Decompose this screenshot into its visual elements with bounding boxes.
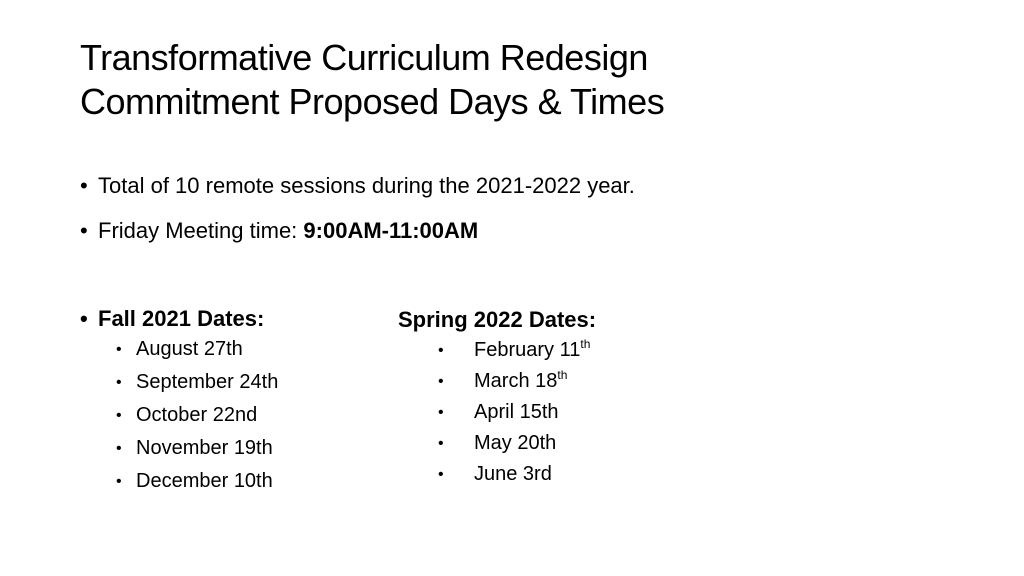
bullet-icon: • [80, 306, 88, 331]
list-item [398, 400, 596, 425]
ordinal-suffix: th [557, 368, 568, 382]
fall-dates-list [80, 337, 278, 494]
list-item [398, 431, 596, 456]
spring-date: June 3rd [474, 463, 552, 485]
bullet-icon: • [438, 373, 444, 390]
spring-date: May 20th [474, 432, 557, 454]
summary-bullets [80, 172, 635, 262]
ordinal-suffix: th [580, 337, 591, 351]
spring-date: April 15th [474, 401, 559, 423]
bullet-icon: • [438, 466, 444, 483]
spring-date: February 11 [474, 339, 581, 361]
bullet-icon: • [116, 407, 122, 424]
slide-title [80, 36, 940, 124]
list-item [116, 403, 278, 428]
bullet-icon: • [438, 342, 444, 359]
spring-dates-heading: Spring 2022 Dates: [398, 307, 597, 332]
fall-dates-section [80, 305, 278, 502]
bullet-icon: • [80, 218, 88, 243]
bullet-icon: • [116, 341, 122, 358]
meeting-time-label: Friday Meeting time: [98, 218, 304, 243]
spring-date: March 18 [474, 370, 558, 392]
fall-dates-heading-text: Fall 2021 Dates: [98, 306, 265, 331]
meeting-time-bullet [80, 217, 635, 244]
fall-date: October 22nd [136, 404, 258, 426]
list-item [398, 462, 596, 487]
bullet-icon: • [116, 440, 122, 457]
bullet-icon: • [438, 404, 444, 421]
fall-date: August 27th [136, 338, 243, 360]
list-item [398, 338, 596, 363]
list-item [116, 436, 278, 461]
slide-title-line-1: Transformative Curriculum Redesign [80, 37, 648, 78]
fall-date: September 24th [136, 371, 279, 393]
sessions-bullet [80, 172, 635, 199]
spring-dates-section [398, 306, 596, 493]
bullet-icon: • [80, 173, 88, 198]
fall-date: December 10th [136, 470, 273, 492]
bullet-icon: • [438, 435, 444, 452]
list-item [398, 369, 596, 394]
bullet-icon: • [116, 374, 122, 391]
spring-dates-list [398, 338, 596, 487]
list-item [116, 469, 278, 494]
meeting-time-value: 9:00AM-11:00AM [303, 218, 479, 243]
fall-date: November 19th [136, 437, 273, 459]
sessions-text: Total of 10 remote sessions during the 2021-2022 year. [98, 173, 635, 198]
list-item [116, 370, 278, 395]
slide-title-line-2: Commitment Proposed Days & Times [80, 81, 665, 122]
list-item [116, 337, 278, 362]
fall-dates-heading [80, 305, 278, 333]
bullet-icon: • [116, 473, 122, 490]
